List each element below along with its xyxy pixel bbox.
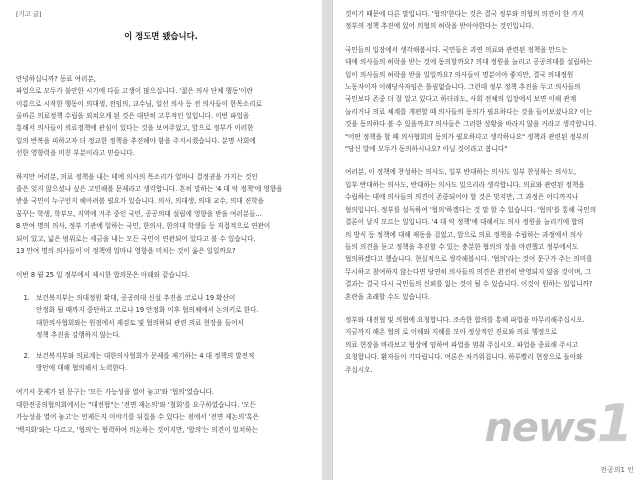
list-item [32, 292, 306, 342]
text-line: 파업으로 모두가 불안한 시기에 다들 고생이 많으십니다. '젊은 의사 단체 행동'이란 [16, 87, 253, 96]
text-line: 대한전공의협의회에서는 "대전협"는 '전면 재논의'와 '철회'를 요구하였습니다. '모든 [16, 400, 256, 409]
text-line: 방안에 대해 협의해서 노력한다. [36, 363, 128, 372]
watermark-text: news [484, 405, 597, 451]
text-line: 2. 보건복지부와 의료계는 대한의사협회가 문제를 제기하는 4 대 정책의 발전적 [36, 351, 255, 360]
text-line: 줄은 잊지 않으셨나 싶은 고민해볼 문제라고 생각합니다. 흔히 말하는 '4 대 악 정책'에 영향을 [16, 185, 283, 194]
text-line: 정부의 정책 추진에 있어 의협의 허락을 받아야한다는 것인입니다. [345, 22, 534, 31]
text-line: 통해서 의사들이 의료정책에 관심이 있다는 것을 보여주었고, 앞으로 정부가 이러한 [16, 124, 254, 133]
text-line: 가능성을 열어 놓고'는 언제든지 이야기를 뒤집을 수 있다는 점에서 '전면 재논의'혹은 [16, 413, 259, 422]
text-line: 정부와 대전협 및 의협에 요청합니다. 조속한 합의를 통해 파업을 마무리해주십시오. [345, 315, 585, 324]
text-line: "어떤 정책을 할 때 의사협회의 동의가 필요하다고 생각하나요" 정책과 관련된 정부의 [345, 132, 589, 141]
text-line: 여기서 문제가 된 문구는 '모든 가능성을 열어 놓고'와 '협의'였습니다. [16, 388, 215, 397]
text-line: 13 만여 명의 의사들이 이 정책에 얼마나 영향을 미치는 것이 옳은 일일까요? [16, 247, 236, 256]
text-line: 되어 있고, 넓은 범위로는 세금을 내는 모든 국민이 연관되어 있다고 볼 수 있습니다. [16, 234, 256, 243]
text-line: 올바른 의료정책 수립을 외쳐오게 된 것은 대단히 고무적인 일입니다. 이번 파업을 [16, 112, 250, 121]
text-line: 일부 반대하는 의사도, 반대하는 의사도 있으리라 생각합니다. 의료와 관련된 정책을 [345, 180, 585, 189]
text-line: 요청합니다. 환자들이 기다립니다. 여론은 차가워집니다. 하루빨리 현장으로 돌아와 [345, 353, 583, 362]
text-line: 것이기 때문에 다른 말입니다. '협의'한다는 것은 결국 정부와 의협의 의견이 한 가지 [345, 10, 584, 18]
text-line: 8 만여 명의 의사, 정부 기관에 일하는 국민, 한의사, 한의대 학생들 등 직접적으로 연관이 [16, 222, 271, 231]
text-line: 협의입니다. 정부를 설득하여 '협의'하겠다는 것 말 할 수 있습니다. '협의'를 통해 국민의 [345, 205, 597, 214]
signature-fragment: 전공의1 인 [600, 465, 634, 474]
text-line: '백지화'와는 다르고, '협의'는 협력하여 의논하는 것이지만, '합의'는 의견이 일치하는 [16, 425, 259, 434]
paragraph [16, 171, 306, 258]
text-line: 늘리거나 의료 체계를 개편할 때 의사들의 동의가 필요하다는 것을 들어보셨나요? 이는 [345, 107, 593, 116]
page-divider [322, 0, 332, 480]
text-line: 여러분, 이 정책에 찬성하는 의사도, 일부 반대하는 의사도 일부 찬성하는 의사도, [345, 168, 577, 177]
text-line: 이름으로 시작한 행동이 의대생, 전임의, 교수님, 일선 의사 등 전 의사들이 한목소리로 [16, 99, 262, 108]
text-line: 받을 국민이 누구인지 헤아려볼 필요가 있습니다. 의사, 의대생, 의대 교수, 의대 진학을 [16, 197, 265, 206]
text-line: 1. 보건복지부는 의대정원 확대, 공공의대 신설 추진을 코로나 19 확산이 [36, 293, 236, 302]
text-line: 혼란을 초래할 수도 있습니다. [345, 292, 430, 301]
text-line: 데에 의사들의 허락을 받는 것에 동의할까요? 의대 정원을 늘리고 공공의대를 설립하는 [345, 58, 593, 67]
text-line: 것을 동의하다 볼 수 있을까요? 의사들은 그러한 상황을 바라지 않을 거라고 생각합니다. [345, 120, 597, 129]
text-line: 주십시오. [345, 365, 373, 374]
text-line: 결과는 결국 다시 국민들의 신뢰를 잃는 것이 될 수 있습니다. 이것이 원하는 일입니까? [345, 280, 593, 289]
agreement-list [16, 292, 306, 374]
paragraph [16, 386, 306, 436]
text-line: 선한 영향력을 미친 부분이라고 믿습니다. [16, 149, 135, 158]
text-line: 대한의사협회와는 원점에서 재검토 및 협의하되 관련 의료 현장을 들어서 [36, 318, 244, 327]
watermark-digit: 1 [596, 394, 632, 454]
text-line: 국민보다 존중 더 잘 알고 있다고 하더라도, 사회 전체의 입장에서 보면 이해 관계 [345, 95, 577, 104]
text-line: 정책 추진을 강행하지 않는다. [36, 331, 121, 340]
text-line: 의료 현장을 바라보고 협상에 임하여 파업을 멈춰 주십시오. 파업을 종료해 주시고 [345, 340, 579, 349]
list-item [32, 350, 306, 375]
text-line: 노동자이자 이해당사자임은 틀림없습니다. 그런데 정부 정책 추진을 두고 의사들의 [345, 83, 581, 92]
text-line: 들의 의견을 듣고 정책을 추진할 수 있는 충분한 협의의 장을 마련했고 정부에서도 [345, 242, 579, 251]
text-line: 이번 8 월 25 일 정부에서 제시한 합의문은 아래와 같습니다. [16, 270, 190, 279]
text-line: "당신 말에 모두가 동의하시나요? 아닐 것이라고 봅니다" [345, 145, 508, 154]
text-line: 결론이 날지 모르는 일입니다. '4 대 악 정책'에 대해서도 의사 정원을 늘리기에 합의 [345, 218, 584, 227]
text-line: 지금까지 해온 협의 로 이해와 지혜를 모아 정상적인 진료와 의료 행정으로 [345, 328, 558, 337]
text-line: 무시하고 참여하지 않는다면 당연히 의사들의 의견은 완전히 반영되지 않을 것이며, 그 [345, 267, 591, 276]
paragraph [345, 314, 628, 376]
news1-watermark-logo [484, 394, 632, 454]
text-line: 국민들의 입장에서 생각해봅시다. 국민들은 과연 의료와 관련된 정책을 만드는 [345, 45, 568, 54]
text-line: 의 방식 등 정책에 대해 제동을 걸었고, 앞으로 의료 정책을 수립하는 과정에서 의사 [345, 230, 583, 239]
paragraph [345, 44, 628, 156]
paragraph [345, 8, 628, 33]
text-line: 일의 반복을 피하고자 더 정교한 정책을 추진해야 함을 주지시켰습니다. 분명 사회에 [16, 136, 256, 145]
text-line: 협의하겠다고 했습니다. 현실적으로 생각해봅시다. '협의'라는 것이 문구가 주는 의미를 [345, 255, 593, 264]
paragraph [16, 73, 306, 160]
text-line: 하지만 여러분, 의료 정책을 내는 데에 의사의 목소리가 얼마나 결정권을 가지는 것인 [16, 172, 258, 181]
text-line: 꿈꾸는 학생, 학부모, 지역에 거주 중인 국민, 공공의대 설립에 영향을 받을 여러분들... [16, 209, 262, 218]
paragraph [16, 269, 306, 281]
paragraph [345, 166, 628, 302]
text-line: 수립하는 데에 의사들의 의견이 존중되어야 할 것은 맞지만, 그 과정은 어디까지나 [345, 193, 579, 202]
text-line: 안녕하십니까? 동료 여러분, [16, 74, 96, 83]
document-tag: [기고 글] [16, 10, 42, 18]
text-line: 일이 의사들의 허락을 받을 일일까요? 의사들이 명분이야 좋지만, 결국 의대정원 [345, 70, 574, 79]
text-line: 안정화 될 때까지 중단하고 코로나 19 안정화 이후 협의체에서 논의키로 한다. [36, 306, 259, 315]
document-title: 이 정도면 됐습니다. [124, 31, 198, 42]
